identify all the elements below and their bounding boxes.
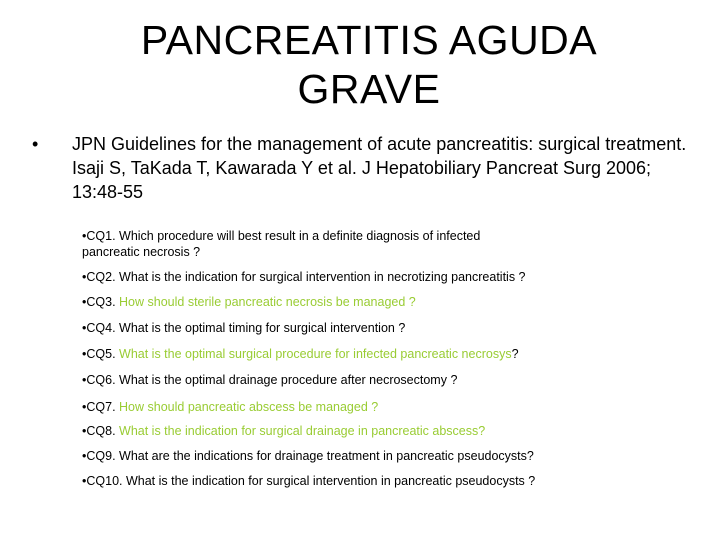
bullet-marker: •	[32, 134, 39, 154]
cq-item-6	[82, 372, 712, 388]
cq-text-highlighted: How should sterile pancreatic necrosis be managed ?	[119, 295, 416, 309]
cq-suffix: ?	[511, 347, 519, 361]
cq-text: What are the indications for drainage treatment in pancreatic pseudocysts?	[119, 449, 534, 463]
cq-text-highlighted: What is the optimal surgical procedure for infected pancreatic necrosys	[119, 347, 512, 361]
cq-item-9	[82, 448, 712, 464]
cq-text: What is the optimal timing for surgical intervention ?	[119, 321, 406, 335]
cq-prefix: •CQ4.	[82, 321, 120, 335]
slide-title-line1: PANCREATITIS AGUDA	[140, 17, 598, 63]
cq-item-8	[82, 423, 712, 439]
cq-prefix: •CQ10.	[82, 474, 126, 488]
cq-prefix: •CQ5.	[82, 347, 120, 361]
cq-text-highlighted: How should pancreatic abscess be managed ?	[119, 400, 379, 414]
cq-text-highlighted: What is the indication for surgical drainage in pancreatic abscess?	[119, 424, 486, 438]
slide-title	[60, 16, 678, 114]
cq-prefix: •CQ6.	[82, 373, 120, 387]
cq-text: What is the optimal drainage procedure after necrosectomy ?	[119, 373, 458, 387]
cq-prefix: •CQ3.	[82, 295, 120, 309]
cq-text: What is the indication for surgical intervention in pancreatic pseudocysts ?	[125, 474, 536, 488]
cq-item-4	[82, 320, 712, 336]
slide-title-line2: GRAVE	[297, 66, 441, 112]
cq-prefix: •CQ2.	[82, 270, 120, 284]
cq-item-2	[82, 269, 712, 285]
cq-prefix: •CQ9.	[82, 449, 120, 463]
cq-text-line2: pancreatic necrosis ?	[82, 245, 201, 259]
cq-item-5	[82, 346, 712, 362]
cq-text: Which procedure will best result in a definite diagnosis of infected	[119, 229, 481, 243]
reference-text: JPN Guidelines for the management of acute pancreatitis: surgical treatment. Isaji S, TaKada T, Kawarada Y et al. J Hepatobiliary Pancreat Surg 2006; 13:48-55	[72, 134, 687, 202]
cq-item-3	[82, 294, 712, 310]
cq-text: What is the indication for surgical intervention in necrotizing pancreatitis ?	[119, 270, 526, 284]
cq-item-1	[82, 228, 712, 260]
cq-prefix: •CQ1.	[82, 229, 120, 243]
cq-item-10	[82, 473, 712, 489]
cq-item-7	[82, 399, 712, 415]
cq-prefix: •CQ8.	[82, 424, 120, 438]
cq-prefix: •CQ7.	[82, 400, 120, 414]
